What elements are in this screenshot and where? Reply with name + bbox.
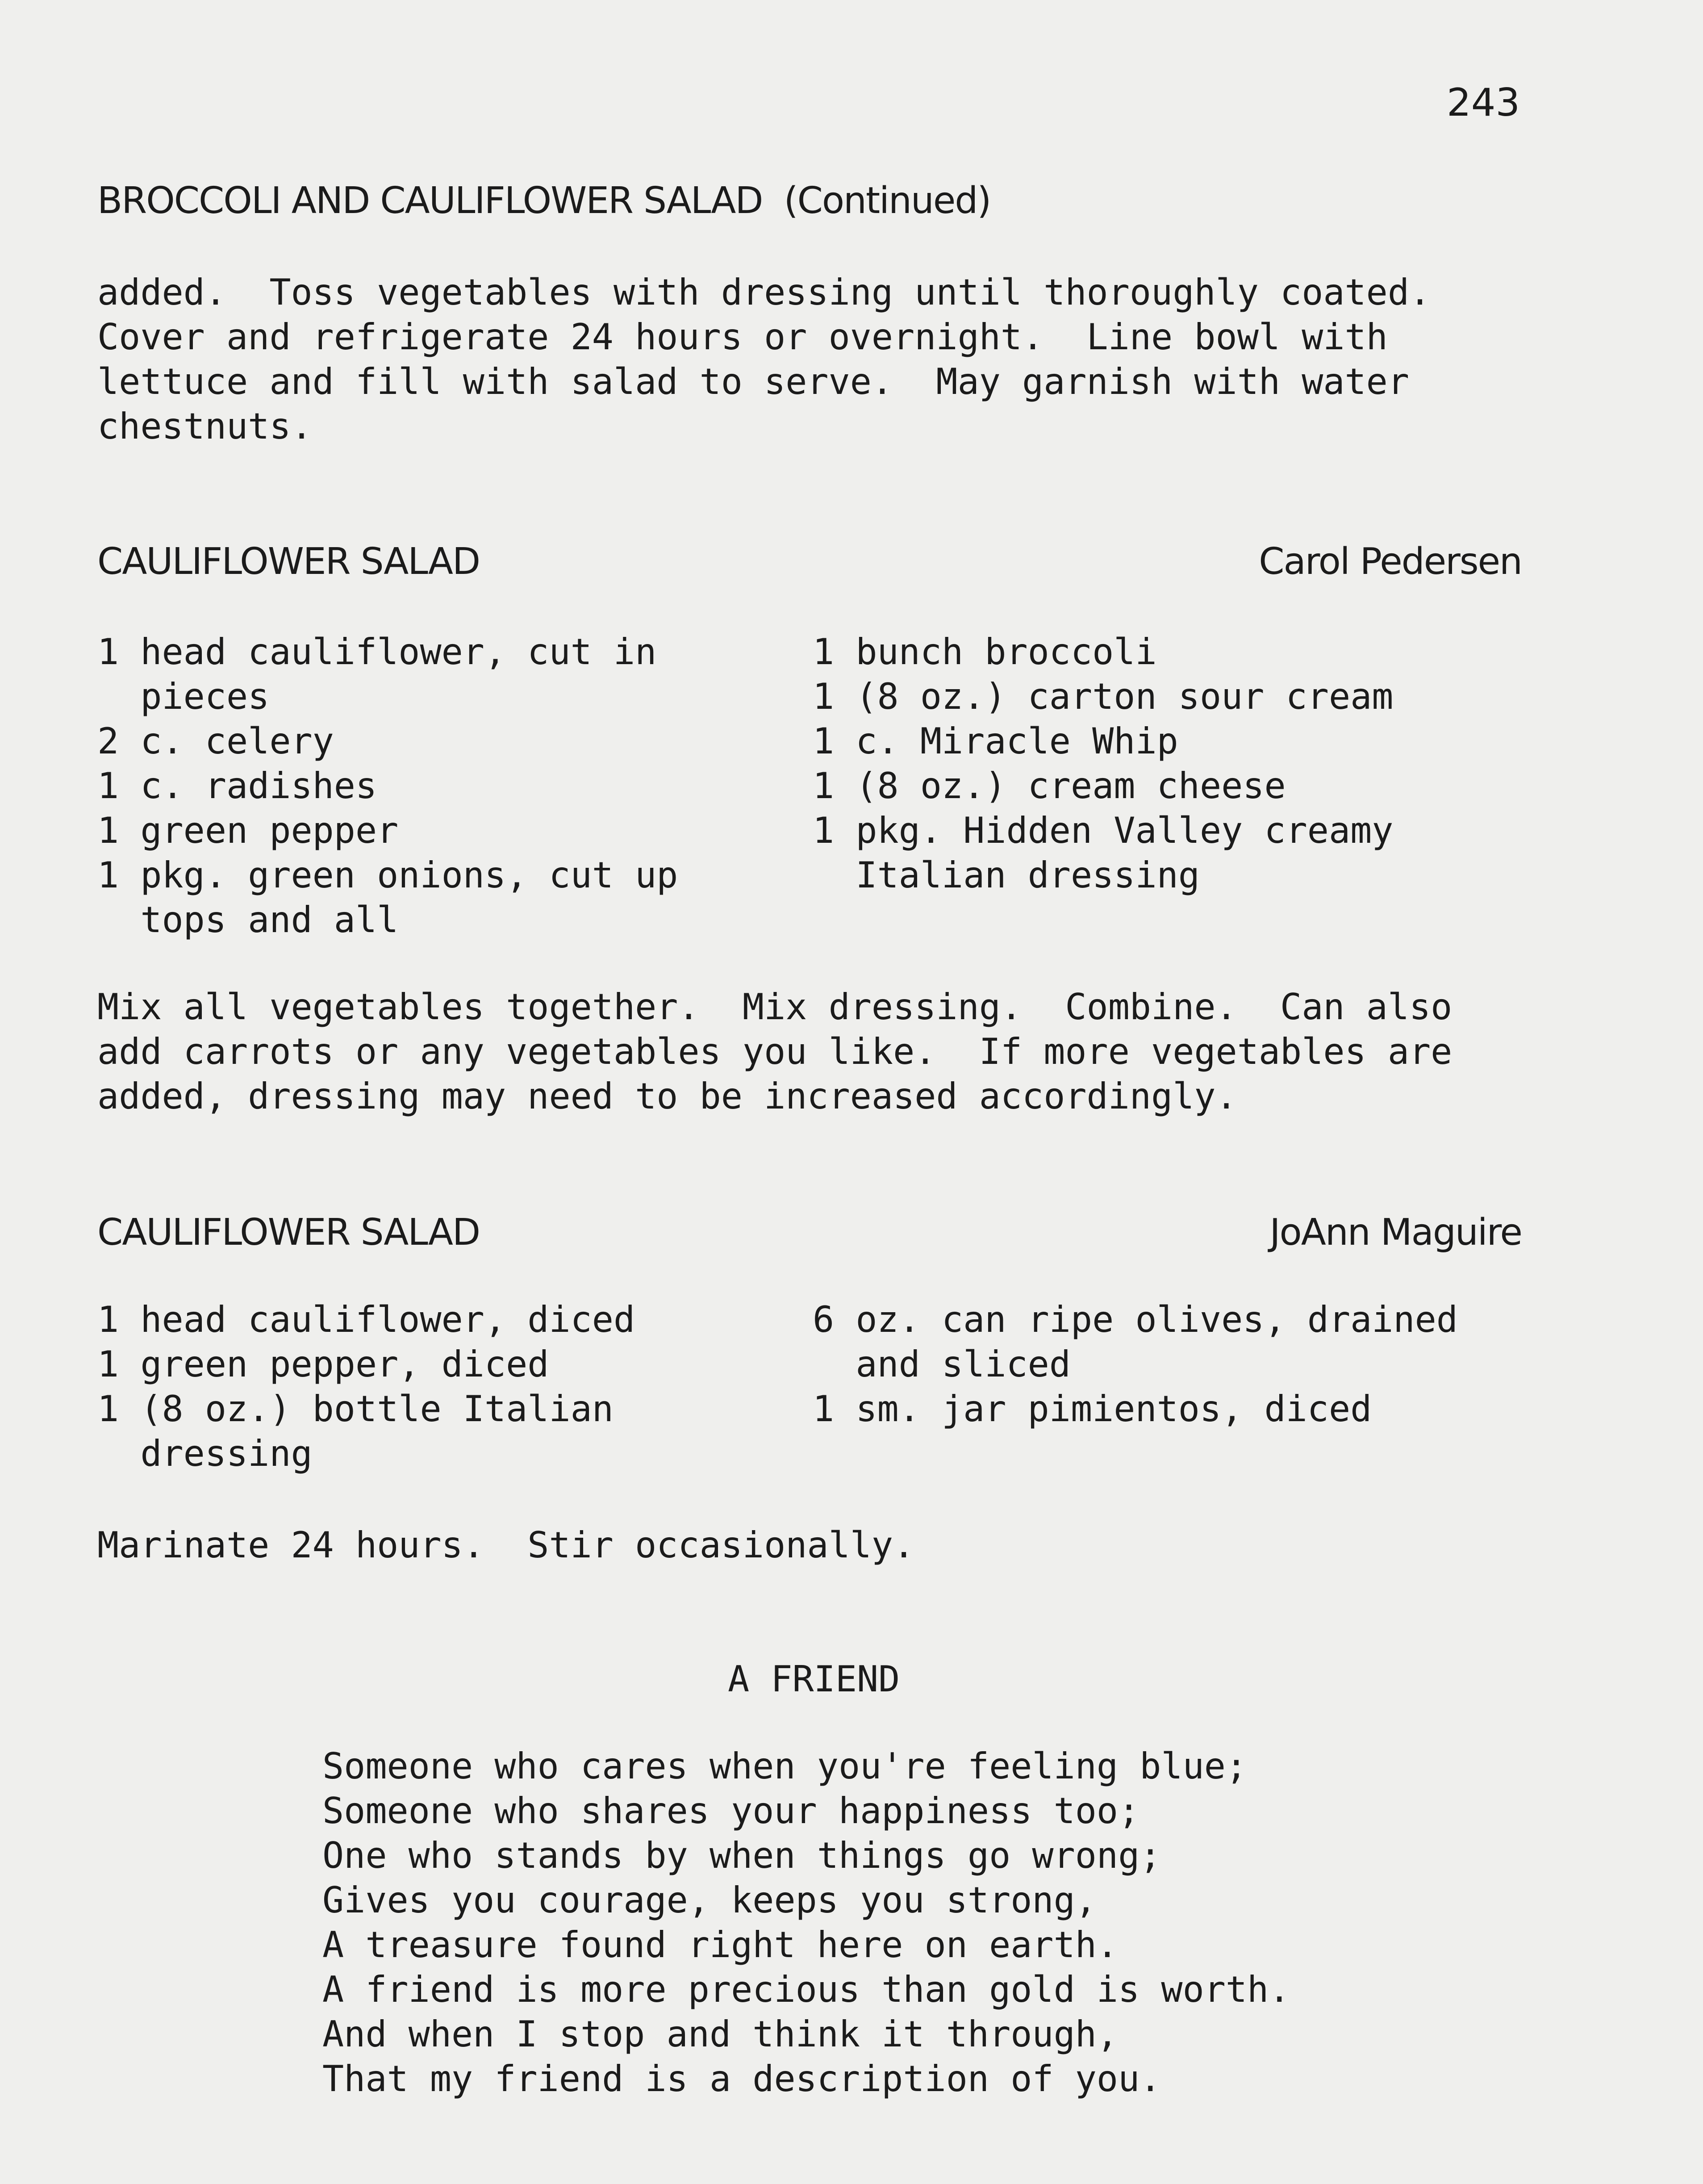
ingredient: 1 (8 oz.) bottle Italian	[97, 1388, 614, 1430]
ingredient: 1 pkg. Hidden Valley creamy	[813, 810, 1394, 851]
poem-line: A friend is more precious than gold is worth.	[322, 1969, 1290, 2010]
text-line: lettuce and fill with salad to serve. May garnish with water	[97, 361, 1410, 402]
ingredient: Italian dressing	[813, 854, 1200, 896]
ingredient: 1 green pepper, diced	[97, 1343, 549, 1385]
poem-title: A FRIEND	[728, 1658, 900, 1700]
ingredient: 1 c. radishes	[97, 765, 377, 807]
ingredient: 1 sm. jar pimientos, diced	[813, 1388, 1372, 1430]
poem-line: A treasure found right here on earth.	[322, 1924, 1119, 1966]
recipe-title: CAULIFLOWER SALAD	[97, 540, 480, 583]
recipe-author: Carol Pedersen	[1259, 540, 1522, 583]
ingredient: tops and all	[97, 899, 399, 941]
poem-line: Someone who cares when you're feeling blue;	[322, 1745, 1248, 1787]
ingredient: 1 (8 oz.) carton sour cream	[813, 676, 1394, 717]
continued-recipe-title: BROCCOLI AND CAULIFLOWER SALAD (Continued)	[97, 180, 991, 222]
poem-line: Gives you courage, keeps you strong,	[322, 1879, 1097, 1921]
text-line: add carrots or any vegetables you like. If more vegetables are	[97, 1031, 1453, 1072]
ingredient: dressing	[97, 1433, 313, 1474]
ingredient: pieces	[97, 676, 270, 717]
text-line: added, dressing may need to be increased accordingly.	[97, 1075, 1237, 1117]
ingredient: 1 bunch broccoli	[813, 631, 1157, 673]
poem-line: That my friend is a description of you.	[322, 2058, 1161, 2100]
ingredient: 1 (8 oz.) cream cheese	[813, 765, 1286, 807]
text-line: added. Toss vegetables with dressing until thoroughly coated.	[97, 272, 1431, 313]
poem-line: And when I stop and think it through,	[322, 2013, 1119, 2055]
text-line: chestnuts.	[97, 406, 313, 447]
ingredient: 2 c. celery	[97, 720, 334, 762]
poem-line: Someone who shares your happiness too;	[322, 1790, 1140, 1832]
ingredient: 1 pkg. green onions, cut up	[97, 854, 678, 896]
ingredient: 1 green pepper	[97, 810, 399, 851]
recipe-author: JoAnn Maguire	[1269, 1211, 1522, 1254]
page-number: 243	[1447, 80, 1520, 125]
ingredient: and sliced	[813, 1343, 1071, 1385]
text-line: Mix all vegetables together. Mix dressing. Combine. Can also	[97, 986, 1453, 1028]
recipe-title: CAULIFLOWER SALAD	[97, 1211, 480, 1254]
ingredient: 6 oz. can ripe olives, drained	[813, 1299, 1458, 1340]
ingredient: 1 head cauliflower, cut in	[97, 631, 657, 673]
text-line: Cover and refrigerate 24 hours or overnight. Line bowl with	[97, 316, 1388, 358]
poem-line: One who stands by when things go wrong;	[322, 1835, 1161, 1876]
text-line: Marinate 24 hours. Stir occasionally.	[97, 1524, 915, 1566]
ingredient: 1 head cauliflower, diced	[97, 1299, 635, 1340]
ingredient: 1 c. Miracle Whip	[813, 720, 1178, 762]
